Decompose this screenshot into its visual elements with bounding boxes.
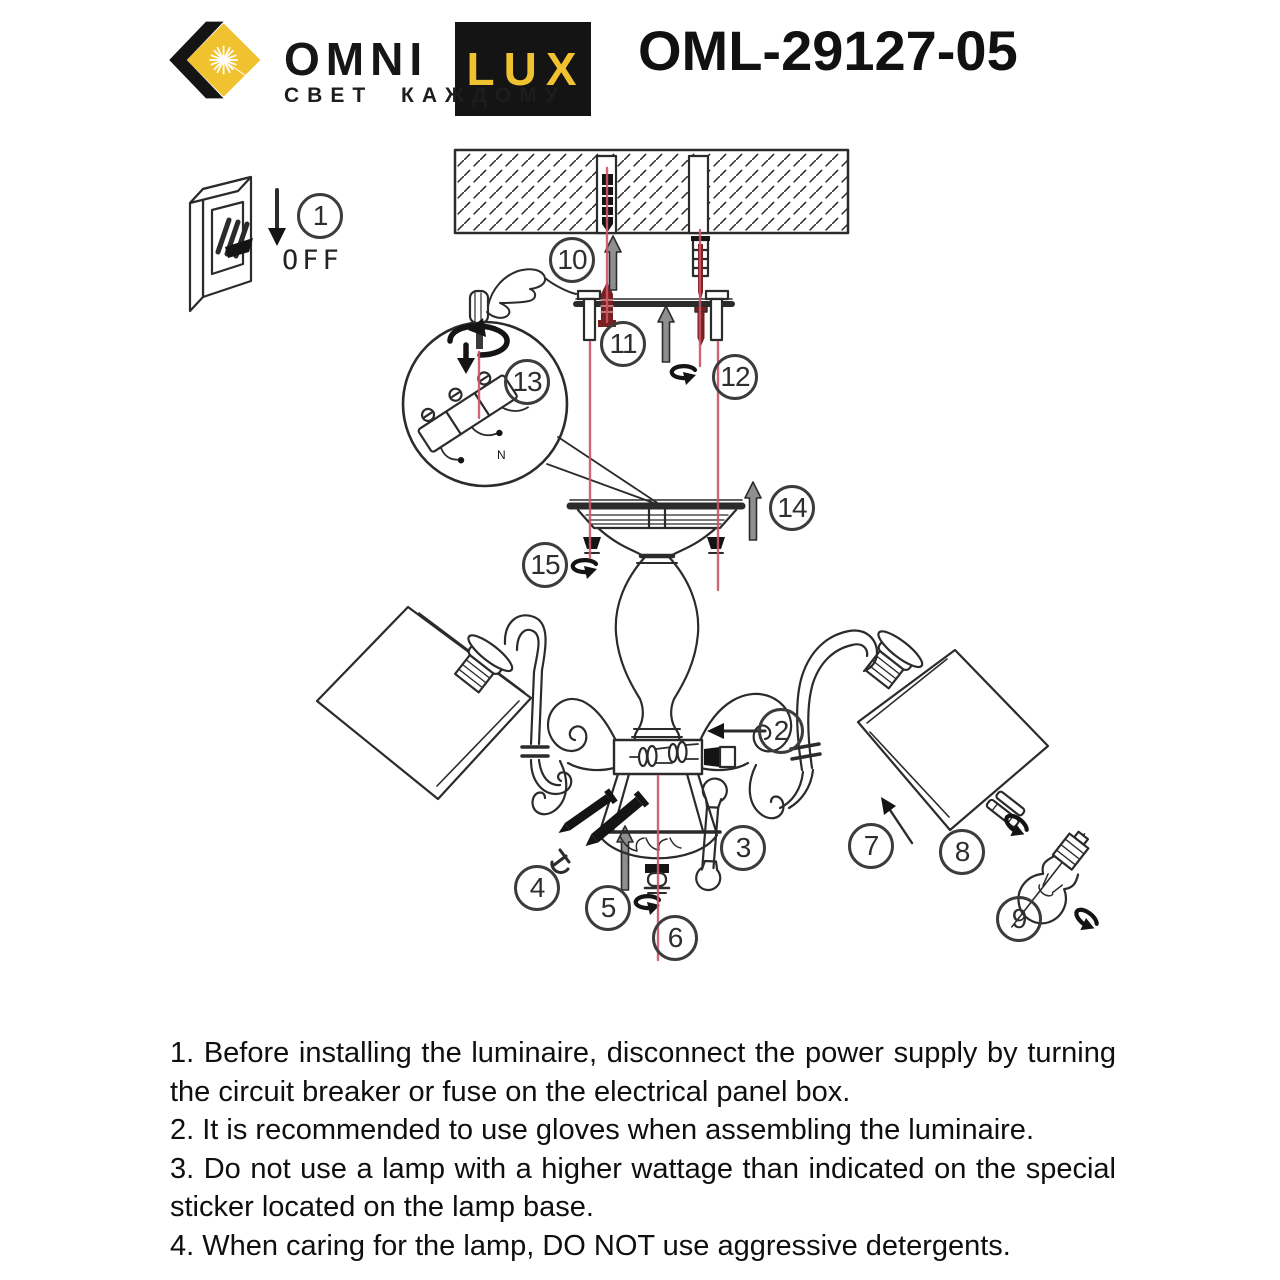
callout-13: 13	[504, 359, 550, 405]
callout-12: 12	[712, 354, 758, 400]
model-number: OML-29127-05	[638, 19, 1018, 82]
callout-1: 1	[297, 193, 343, 239]
callout-15: 15	[522, 542, 568, 588]
ceiling	[455, 150, 848, 233]
callout-11: 11	[600, 321, 646, 367]
callout-8: 8	[939, 829, 985, 875]
brand-name-omni: OMNI	[284, 33, 429, 85]
brand-name-lux: LUX	[455, 22, 591, 116]
switch-off-arrow-icon	[268, 190, 286, 246]
insert-arrow-icon	[707, 723, 765, 739]
canopy	[570, 500, 742, 528]
callout-6: 6	[652, 915, 698, 961]
detail-leader-lines	[547, 437, 662, 506]
left-shade	[317, 607, 531, 799]
center-column	[598, 510, 716, 741]
instruction-3: 3. Do not use a lamp with a higher wattage than indicated on the special sticker located on the lamp base.	[170, 1152, 1116, 1223]
callout-10: 10	[549, 237, 595, 283]
brand-tagline: СВЕТ КАЖДОМУ	[284, 84, 566, 107]
arm-hub	[614, 740, 735, 774]
callout-2: 2	[758, 708, 804, 754]
instruction-1: 1. Before installing the luminaire, disconnect the power supply by turning the circuit breaker or fuse on the electrical panel box.	[170, 1037, 1116, 1108]
callout-3: 3	[720, 825, 766, 871]
canopy-nuts	[583, 537, 725, 553]
switch-off-label: OFF	[282, 245, 343, 276]
terminal-detail	[403, 322, 567, 486]
mounting-bar	[576, 291, 732, 340]
neutral-wire-label: N	[497, 448, 506, 462]
callout-9: 9	[996, 896, 1042, 942]
callout-14: 14	[769, 485, 815, 531]
instruction-4: 4. When caring for the lamp, DO NOT use aggressive detergents.	[170, 1229, 1011, 1262]
breaker-box	[190, 177, 253, 311]
instruction-2: 2. It is recommended to use gloves when assembling the luminaire.	[170, 1114, 1034, 1146]
callout-5: 5	[585, 885, 631, 931]
instructions	[170, 1034, 1116, 1265]
callout-4: 4	[514, 865, 560, 911]
callout-7: 7	[848, 823, 894, 869]
